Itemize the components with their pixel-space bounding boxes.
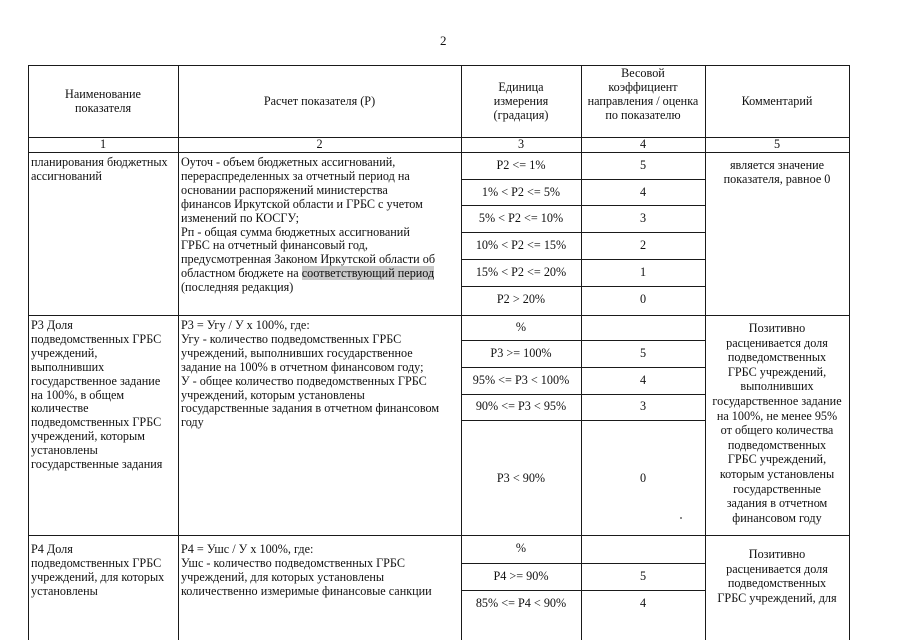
text-line: подведомственных — [727, 576, 827, 591]
text-line: на 100%, не менее 95% — [716, 408, 838, 423]
indicator-name — [31, 319, 162, 472]
text-line: Рп - общая сумма бюджетных ассигнований — [181, 224, 410, 239]
text-line: задание на 100% в отчетном финансовом году; — [181, 359, 424, 374]
unit: % — [515, 320, 527, 334]
score: 5 — [639, 569, 647, 583]
header-text: коэффициент — [608, 80, 678, 94]
text-line: является значение — [729, 158, 825, 172]
grade: Р3 >= 100% — [490, 346, 552, 360]
text-line: государственные задания — [31, 457, 163, 472]
header-text: Наименование — [65, 87, 141, 101]
grade: 95% <= Р3 < 100% — [472, 373, 570, 387]
text-line: Р4 Доля — [31, 542, 73, 556]
text-line: планирования бюджетных — [31, 155, 168, 169]
grade: 90% <= Р3 < 95% — [475, 399, 567, 413]
grade: Р4 >= 90% — [493, 569, 549, 583]
score: 1 — [639, 265, 647, 279]
text-line: количестве — [31, 401, 89, 416]
text-line: государственные задания в отчетном финансовом — [181, 401, 440, 416]
indicator-name — [31, 543, 164, 599]
comment — [705, 547, 849, 605]
text-line: (последняя редакция) — [181, 280, 294, 295]
text-line: установлены — [31, 443, 98, 458]
text-line: подведомственных — [727, 437, 827, 452]
text-line: государственное задание — [31, 373, 161, 388]
text-line: подведомственных ГРБС — [31, 555, 162, 570]
header-text: (градация) — [493, 108, 549, 122]
header-text: по показателю — [605, 108, 681, 122]
score: 4 — [639, 596, 647, 610]
score: 4 — [639, 373, 647, 387]
header-text: направления / оценка — [587, 94, 699, 108]
grade: Р2 <= 1% — [496, 158, 546, 172]
text-line: от общего количества — [720, 423, 834, 438]
score: 3 — [639, 399, 647, 413]
comment — [705, 321, 849, 525]
text-line: государственные — [733, 481, 821, 496]
text-line: У - общее количество подведомственных ГРБС — [181, 373, 427, 388]
text-line: учреждений, — [31, 345, 98, 360]
grade: 85% <= Р4 < 90% — [475, 596, 567, 610]
col-number: 2 — [316, 137, 323, 151]
text-line: на 100%, в общем — [31, 387, 125, 402]
text-line: расценивается доля — [726, 335, 828, 350]
text-line: Р4 = Ушс / У х 100%, где: — [181, 542, 314, 556]
text-line: подведомственных ГРБС — [31, 331, 162, 346]
score: 0 — [639, 292, 647, 306]
score: 5 — [639, 346, 647, 360]
score: 0 — [639, 471, 647, 485]
text-line: выполнивших — [31, 359, 105, 374]
header-col-calc: Расчет показателя (Р) — [263, 94, 376, 108]
indicator-calculation — [181, 319, 439, 430]
score: 2 — [639, 238, 647, 252]
text-line: ассигнований — [31, 168, 102, 183]
text-line: задания в отчетном — [726, 496, 828, 511]
indicator-name — [31, 156, 168, 184]
text-line: году — [181, 415, 204, 430]
grade: Р2 > 20% — [496, 292, 546, 306]
header-col-comment: Комментарий — [741, 94, 813, 108]
text-line: основании распоряжений министерства — [181, 182, 388, 197]
page-number: 2 — [440, 33, 447, 48]
col-number: 4 — [639, 137, 647, 151]
comment — [705, 159, 849, 187]
header-text: Единица — [498, 80, 544, 94]
text-line: предусмотренная Законом Иркутской области об — [181, 252, 436, 267]
text-line: государственное задание — [712, 393, 842, 408]
text-line: показателя, равное 0 — [723, 171, 831, 186]
text-line: Угу - количество подведомственных ГРБС — [181, 331, 402, 346]
text-line: ГРБС учреждений, для — [717, 590, 837, 605]
col-number: 1 — [99, 137, 107, 151]
text-line: ГРБС учреждений, — [727, 452, 827, 467]
header-col-unit — [461, 80, 581, 122]
text-line: установлены — [31, 583, 98, 598]
text-line: Оуточ - объем бюджетных ассигнований, — [181, 155, 396, 169]
col-number: 5 — [773, 137, 781, 151]
text-line: Р3 Доля — [31, 318, 73, 332]
text-line: выполнивших — [740, 379, 814, 394]
text-line: учреждений, которым установлены — [181, 387, 365, 402]
text-line: финансов Иркутской области и ГРБС с учетом — [181, 196, 423, 211]
text-line: перераспределенных за отчетный период на — [181, 168, 410, 183]
text-line: расценивается доля — [726, 561, 828, 576]
text-fragment: областном бюджете на — [181, 266, 302, 281]
header-text: измерения — [493, 94, 549, 108]
text-line: подведомственных — [727, 350, 827, 365]
text-line: количественно измеримые финансовые санкции — [181, 583, 432, 598]
grade: Р3 < 90% — [496, 471, 546, 485]
grade: 5% < Р2 <= 10% — [478, 211, 564, 225]
text-line: ГРБС учреждений, — [727, 364, 827, 379]
grade: 15% < Р2 <= 20% — [475, 265, 567, 279]
score: 3 — [639, 211, 647, 225]
text-line: учреждений, которым — [31, 429, 145, 444]
text-line: Позитивно — [748, 321, 806, 335]
header-col-weight — [578, 66, 708, 122]
text-line: которым установлены — [719, 466, 835, 481]
header-col-name — [28, 87, 178, 115]
text-line: Р3 = Угу / У х 100%, где: — [181, 318, 310, 332]
score: 5 — [639, 158, 647, 172]
text-line: подведомственных ГРБС — [31, 415, 162, 430]
text-line: изменений по КОСГУ; — [181, 210, 299, 225]
indicator-calculation — [181, 543, 432, 599]
text-line: Ушс - количество подведомственных ГРБС — [181, 555, 405, 570]
text-line: Позитивно — [748, 547, 806, 561]
score: 4 — [639, 185, 647, 199]
col-number: 3 — [517, 137, 525, 151]
header-text: показателя — [74, 101, 132, 115]
unit: % — [515, 541, 527, 555]
grade: 1% < Р2 <= 5% — [481, 185, 561, 199]
header-text: Весовой — [621, 66, 665, 80]
text-line: финансовом году — [732, 510, 822, 525]
text-line — [181, 267, 435, 281]
text-line: учреждений, выполнивших государственное — [181, 345, 413, 360]
indicator-calculation — [181, 156, 435, 295]
grade: 10% < Р2 <= 15% — [475, 238, 567, 252]
text-line: ГРБС на отчетный финансовый год, — [181, 238, 368, 253]
text-line: учреждений, для которых установлены — [181, 569, 385, 584]
highlighted-text: соответствующий период — [301, 266, 435, 281]
text-line: учреждений, для которых — [31, 569, 165, 584]
